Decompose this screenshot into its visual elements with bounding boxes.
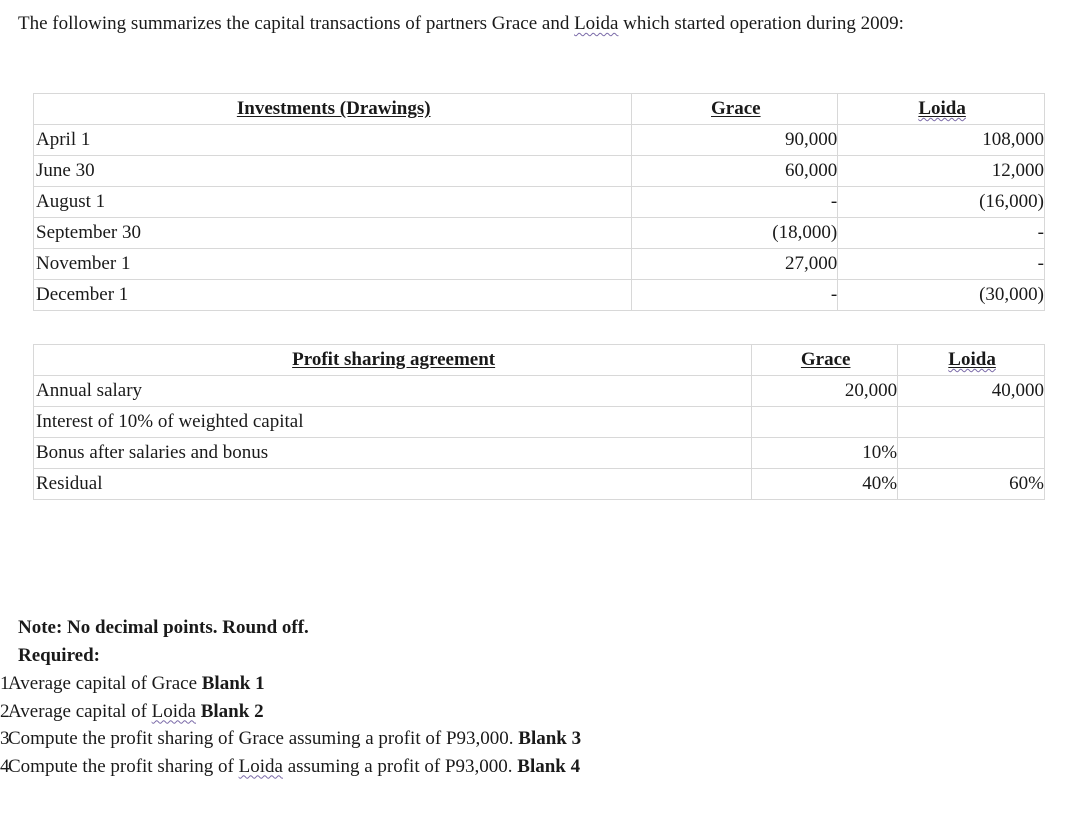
requirements-list (0, 670, 581, 780)
row-grace-value (752, 407, 898, 438)
item-text-after: assuming a profit of P93,000. (282, 755, 518, 777)
row-loida-amount: 108,000 (838, 125, 1045, 156)
row-grace-amount: 60,000 (632, 156, 838, 187)
row-label: Annual salary (34, 376, 752, 407)
intro-text-1: The following summarizes the capital transactions of partners Grace and (18, 13, 575, 34)
list-item (0, 698, 581, 726)
row-grace-amount: (18,000) (632, 218, 838, 249)
item-text: Compute the profit sharing of Grace assuming a profit of P93,000. (8, 728, 519, 749)
item-text: Compute the profit sharing of (8, 755, 239, 777)
row-loida-value: 60% (898, 469, 1045, 500)
intro-paragraph (18, 10, 948, 38)
item-number: 4 (0, 755, 10, 777)
row-grace-amount: 90,000 (632, 125, 838, 156)
profit-col-loida: Loida (948, 349, 996, 370)
row-date: November 1 (34, 249, 632, 280)
intro-text-2: which started operation during 2009: (618, 13, 904, 34)
row-loida-amount: 12,000 (838, 156, 1045, 187)
row-grace-value: 10% (752, 438, 898, 469)
item-text: Average capital of Grace (8, 673, 202, 694)
notes-block (18, 614, 309, 670)
row-loida-amount: - (838, 218, 1045, 249)
row-loida-value: 40,000 (898, 376, 1045, 407)
table-row (34, 249, 1045, 280)
row-label: Residual (34, 469, 752, 500)
item-number: 3 (0, 728, 10, 749)
table-row (34, 407, 1045, 438)
table-row (34, 376, 1045, 407)
table-row (34, 156, 1045, 187)
table-row (34, 187, 1045, 218)
list-item (0, 753, 581, 781)
blank-1[interactable]: Blank 1 (201, 673, 265, 694)
row-date: August 1 (34, 187, 632, 218)
item-text: Average capital of (8, 700, 152, 722)
intro-loida-name: Loida (574, 13, 619, 34)
investments-col-loida: Loida (918, 98, 966, 119)
table-row (34, 438, 1045, 469)
investments-header: Investments (Drawings) (34, 94, 632, 125)
investments-table (33, 93, 1045, 311)
row-loida-amount: (16,000) (838, 187, 1045, 218)
row-loida-amount: - (838, 249, 1045, 280)
note-text: Note: No decimal points. Round off. (18, 617, 309, 638)
profit-col-loida-cell (898, 345, 1045, 376)
investments-col-loida-cell (838, 94, 1045, 125)
table-row (34, 469, 1045, 500)
item-loida-name: Loida (238, 755, 283, 777)
profit-header: Profit sharing agreement (34, 345, 752, 376)
row-grace-value: 40% (752, 469, 898, 500)
table-row (34, 125, 1045, 156)
investments-header-row (34, 94, 1045, 125)
item-number: 2 (0, 700, 10, 722)
row-grace-value: 20,000 (752, 376, 898, 407)
row-date: September 30 (34, 218, 632, 249)
row-loida-value (898, 407, 1045, 438)
table-row (34, 280, 1045, 311)
row-grace-amount: 27,000 (632, 249, 838, 280)
required-heading: Required: (18, 645, 100, 666)
row-label: Interest of 10% of weighted capital (34, 407, 752, 438)
blank-4[interactable]: Blank 4 (517, 755, 581, 777)
profit-header-row (34, 345, 1045, 376)
row-grace-amount: - (632, 280, 838, 311)
list-item (0, 670, 581, 698)
row-date: June 30 (34, 156, 632, 187)
table-row (34, 218, 1045, 249)
row-grace-amount: - (632, 187, 838, 218)
row-label: Bonus after salaries and bonus (34, 438, 752, 469)
blank-3[interactable]: Blank 3 (518, 728, 582, 749)
item-loida-name: Loida (151, 700, 196, 722)
list-item (0, 725, 581, 753)
investments-col-grace: Grace (632, 94, 838, 125)
profit-col-grace: Grace (752, 345, 898, 376)
profit-sharing-table (33, 344, 1045, 500)
row-date: December 1 (34, 280, 632, 311)
row-date: April 1 (34, 125, 632, 156)
blank-2[interactable]: Blank 2 (200, 700, 264, 722)
row-loida-amount: (30,000) (838, 280, 1045, 311)
row-loida-value (898, 438, 1045, 469)
item-number: 1 (0, 673, 10, 694)
